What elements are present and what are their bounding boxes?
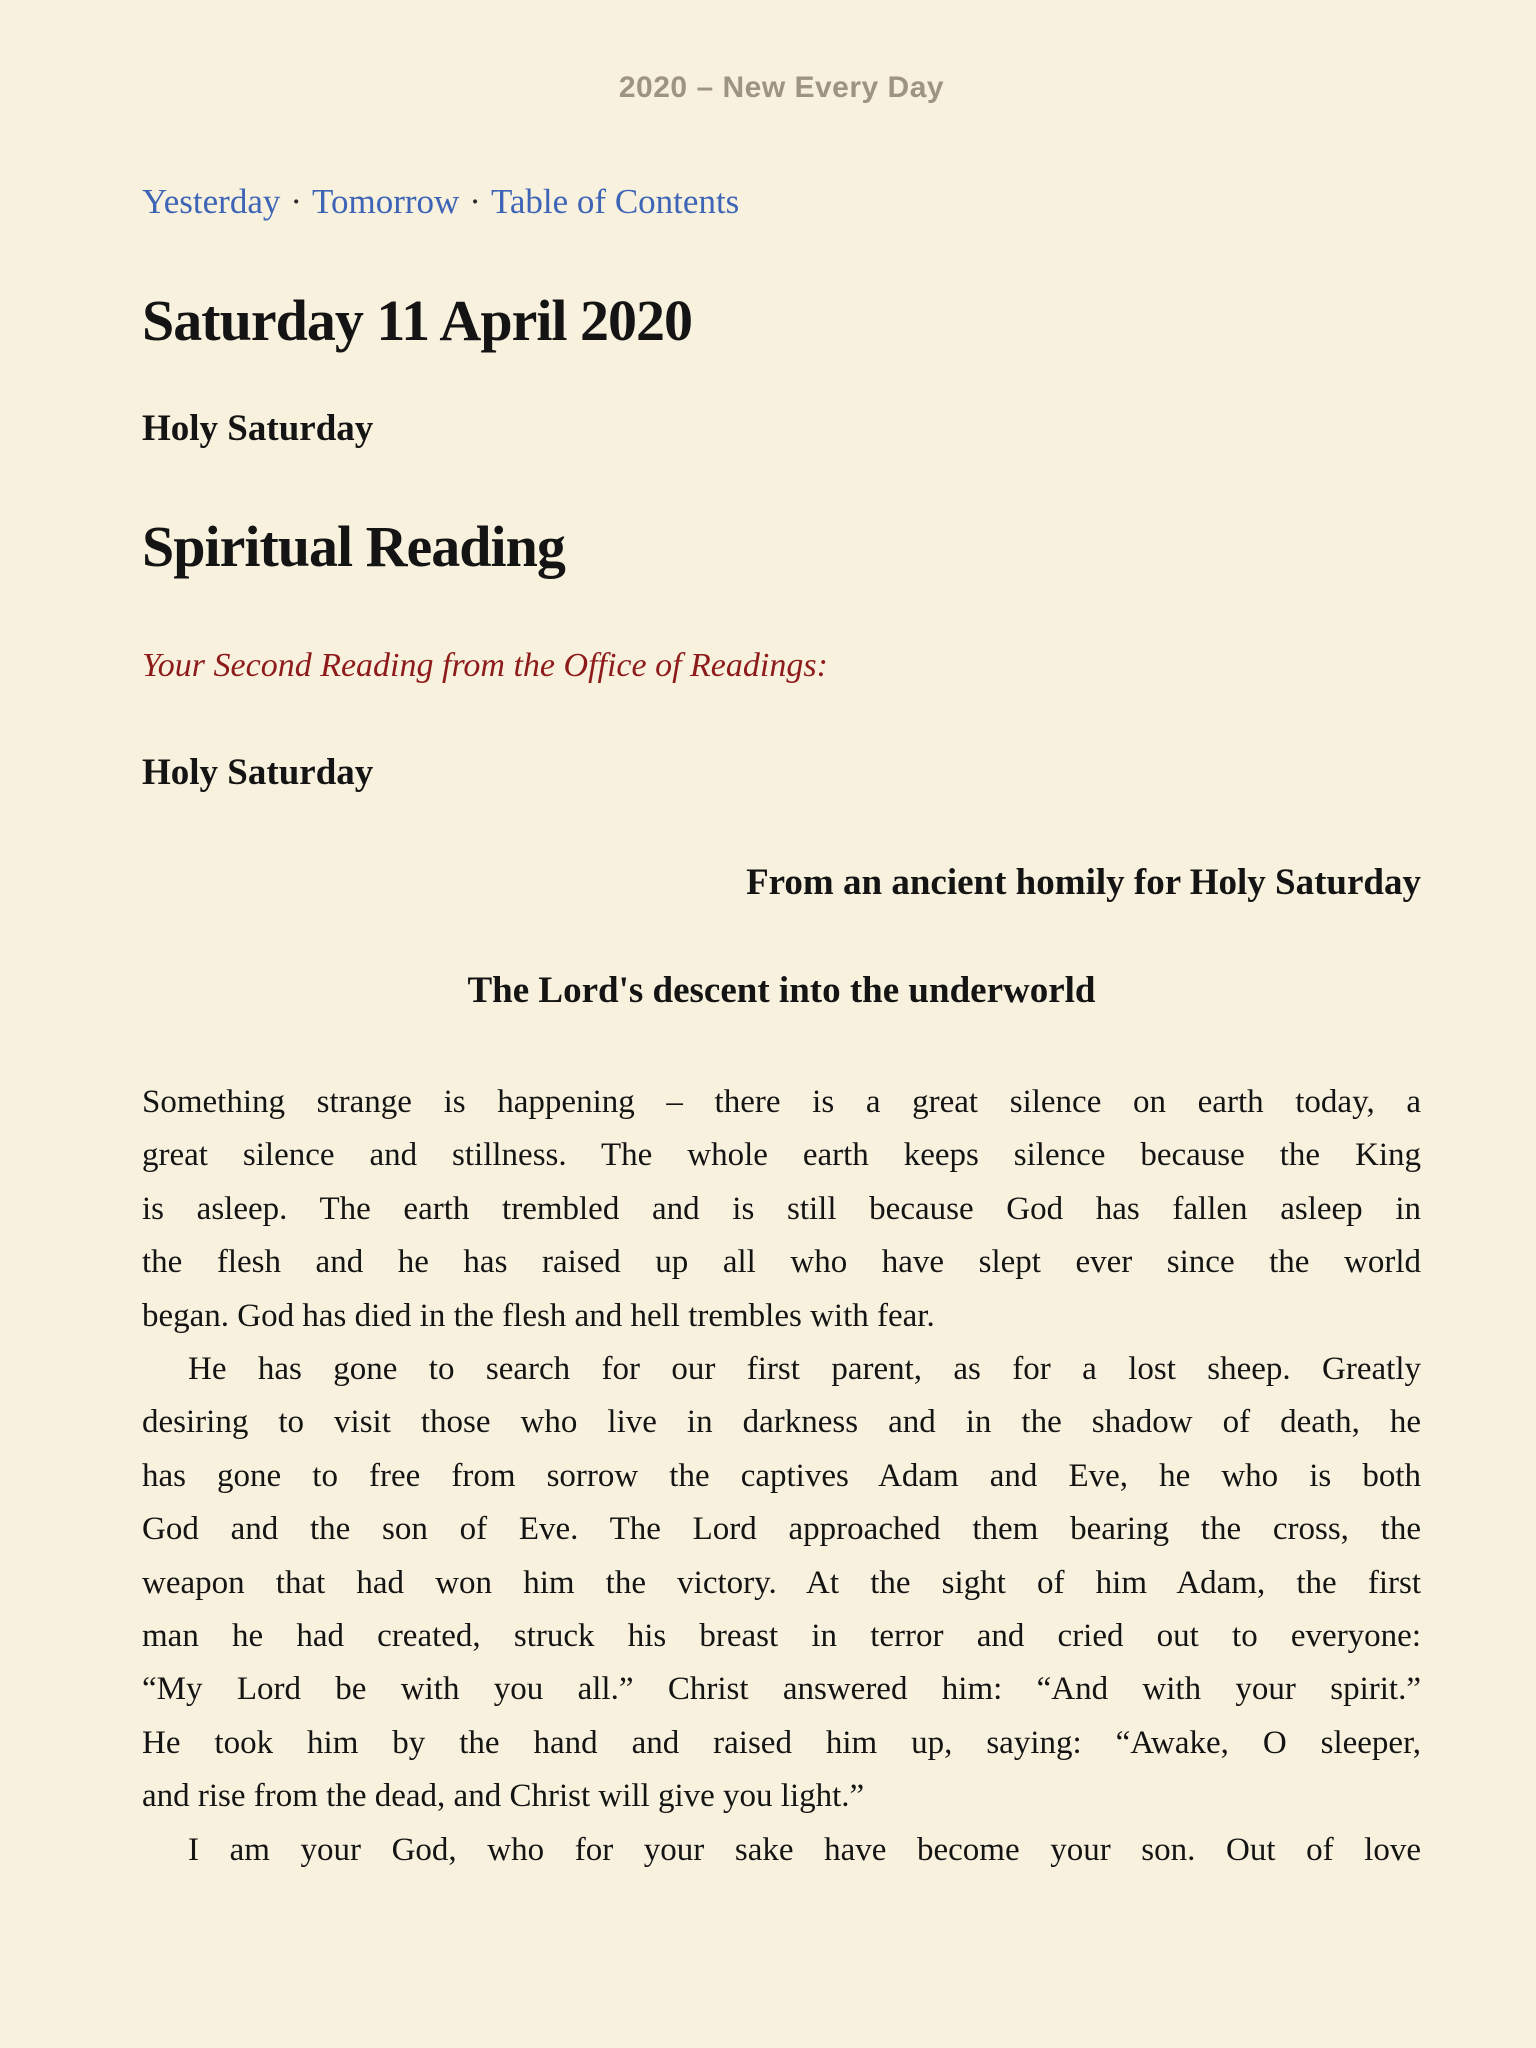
reading-line: I am your God, who for your sake have become your son. Out of love (188, 1831, 1421, 1868)
nav-link-yesterday[interactable]: Yesterday (142, 182, 281, 221)
date-title: Saturday 11 April 2020 (142, 288, 693, 353)
nav-links (142, 180, 1421, 224)
nav-link-tomorrow[interactable]: Tomorrow (312, 182, 460, 221)
reading-source-line: From an ancient homily for Holy Saturday (746, 862, 1421, 903)
reading-line: weapon that had won him the victory. At the sight of him Adam, the first (142, 1564, 1421, 1601)
reading-title: The Lord's descent into the underworld (467, 970, 1096, 1011)
book-title-header: 2020 – New Every Day (618, 71, 945, 104)
reading-line: is asleep. The earth trembled and is still because God has fallen asleep in (142, 1190, 1421, 1227)
reading-line: man he had created, struck his breast in terror and cried out to everyone: (142, 1618, 1421, 1655)
reading-line: He took him by the hand and raised him up, saying: “Awake, O sleeper, (142, 1724, 1421, 1761)
reading-line: “My Lord be with you all.” Christ answered him: “And with your spirit.” (142, 1671, 1421, 1708)
feast-name: Holy Saturday (142, 408, 374, 449)
reading-feast-name: Holy Saturday (142, 752, 374, 793)
reading-line: began. God has died in the flesh and hell trembles with fear. (142, 1297, 935, 1334)
reading-line: God and the son of Eve. The Lord approached them bearing the cross, the (142, 1511, 1421, 1548)
section-title: Spiritual Reading (142, 514, 565, 579)
nav-separator: · (469, 182, 481, 221)
reading-line: has gone to free from sorrow the captives Adam and Eve, he who is both (142, 1457, 1421, 1494)
reading-line: great silence and stillness. The whole earth keeps silence because the King (142, 1137, 1421, 1174)
reading-rubric: Your Second Reading from the Office of Readings: (142, 647, 828, 684)
reading-body (142, 1076, 1421, 1877)
reading-line: He has gone to search for our first parent, as for a lost sheep. Greatly (188, 1351, 1421, 1388)
nav-link-table-of-contents[interactable]: Table of Contents (490, 182, 740, 221)
reading-line: and rise from the dead, and Christ will give you light.” (142, 1778, 865, 1815)
nav-separator: · (290, 182, 303, 221)
reading-line: Something strange is happening – there is a great silence on earth today, a (142, 1084, 1421, 1120)
reading-line: the flesh and he has raised up all who have slept ever since the world (142, 1244, 1421, 1281)
reading-line: desiring to visit those who live in darkness and in the shadow of death, he (142, 1404, 1421, 1441)
